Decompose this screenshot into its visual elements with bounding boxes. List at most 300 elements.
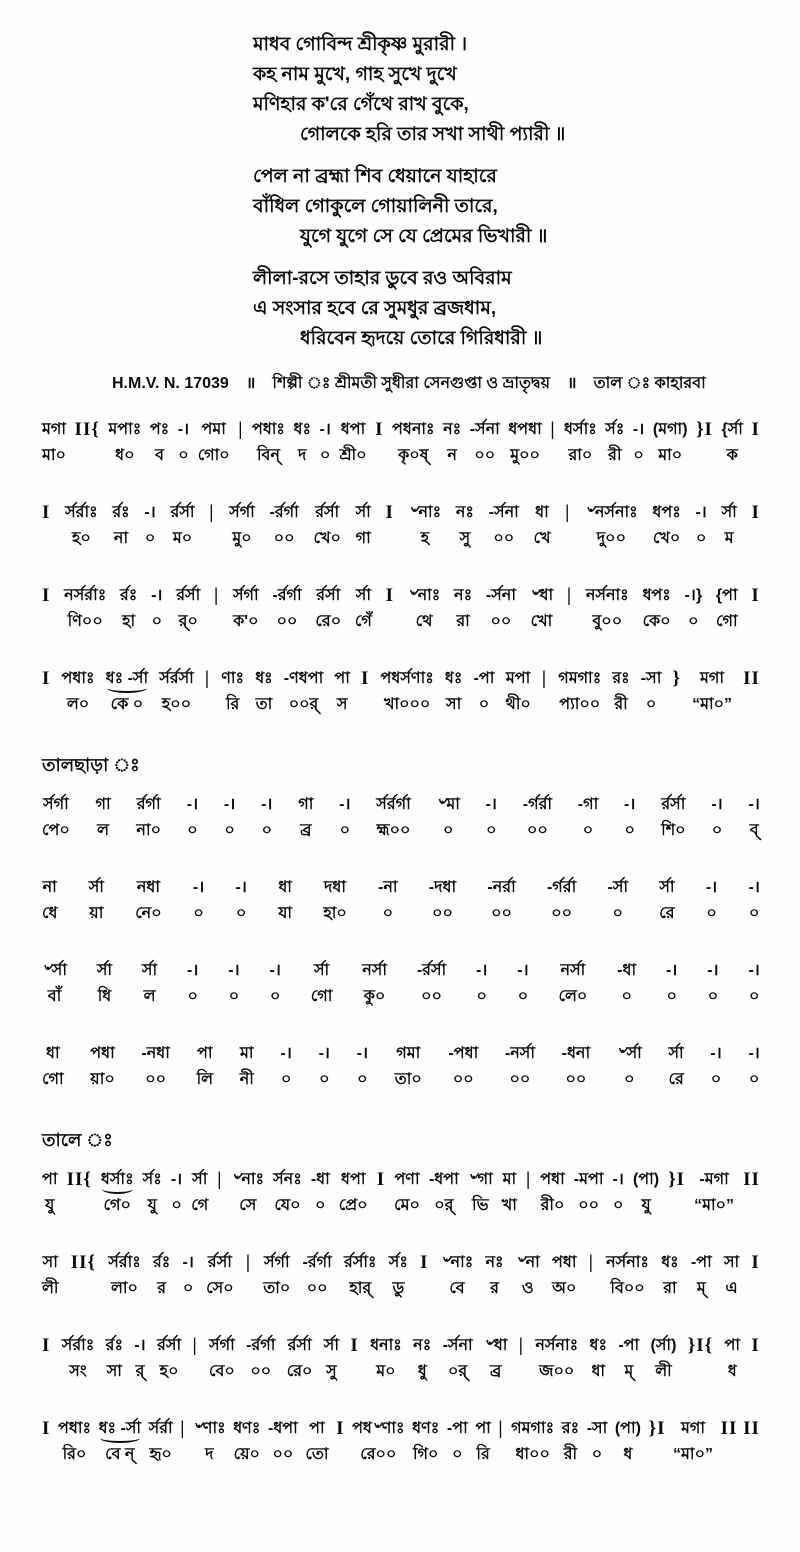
bar-glyph: I [361,668,370,689]
sargam-token: র্সা [721,504,737,521]
lyric-token: ০০ [452,1071,474,1088]
notation-cell [716,585,738,634]
notation-cell [587,1418,608,1467]
sargam-token: র্সা [355,587,371,604]
lyric-token: ম্ [696,1280,706,1297]
notation-cell [721,419,742,468]
notation-line [42,794,760,843]
lyric-token: ০০ [565,1071,587,1088]
notation-cell [392,419,435,468]
section-title: তালে ঃ [42,1130,113,1150]
lyric-token: লি [196,1071,214,1088]
notation-cell [613,1169,624,1218]
notation-cell [157,1335,181,1384]
notation-cell [612,668,629,717]
notation-cell [281,1043,292,1092]
sargam-token: র্রর্গা [136,796,161,813]
notation-cell [691,1252,712,1301]
sargam-token: র্রর্সা [316,587,341,604]
lyric-token: শ্রী০ [339,447,367,464]
lyric-token: না০ [136,822,161,839]
lyric-token: হ০ [159,1363,179,1380]
lyric-token: ০ [710,1071,722,1088]
notation-cell [171,1169,182,1218]
sargam-token: ধঃ -র্সা [106,668,148,690]
notation-cell [305,1418,328,1467]
notation-cell [42,1169,58,1218]
lyric-token: হ [420,530,430,547]
lyric-token: ০০ [250,1363,272,1380]
notation-cell [724,1335,740,1384]
sargam-token: ৺র্সা [616,1045,642,1062]
notation-cell [42,794,70,843]
lyric-token: ম০ [376,1363,396,1380]
sargam-token: পা [334,670,350,687]
notation-cell [233,585,259,634]
sargam-token: ধপা [340,421,366,438]
lyric-token: মু০০ [510,447,540,464]
sargam-token: র্রর্সা [157,1337,182,1354]
lyric-token: প্রে০ [338,1197,368,1214]
notation-cell [270,502,299,551]
sargam-token: -। [235,879,247,896]
bar-marker [752,502,760,551]
lyrics-stanza [253,264,800,354]
notation-cell [617,960,636,1009]
lyric-token: ধ [727,1363,737,1380]
lyric-token: কু০ [363,988,386,1005]
lyric-token: খো [530,613,553,630]
bar-glyph: | [192,1335,198,1356]
notation-cell [193,1418,226,1467]
bar-glyph: }I [648,1418,666,1439]
bar-glyph: | [245,1252,252,1273]
notation-line [42,585,760,634]
notation-cell [710,1043,721,1092]
notation-cell [187,794,198,843]
notation-cell [303,1252,332,1301]
notation-cell [641,668,662,717]
sargam-token: র্রঃ [112,504,130,521]
sargam-token: -। [269,962,281,979]
lyric-token: ০ [707,988,719,1005]
lyric-token: ধু [417,1363,427,1380]
lyric-token: ডু [392,1280,405,1297]
lyric-token: ০ [612,905,623,922]
notation-cell [159,668,194,717]
lyric-token: ০ [171,1197,182,1214]
notation-cell [144,502,155,551]
sargam-token: -নধা [141,1045,170,1062]
lyric-token: ব [155,447,164,464]
lyric-token: রে [659,905,675,922]
bar-glyph: }I [668,1169,686,1190]
lyric-token: লা০ [111,1280,138,1297]
bar-marker [751,1335,759,1384]
lyric-token: প্যা০০ [559,696,601,713]
sargam-token: (পা) [632,1171,660,1188]
notation-cell [517,960,528,1009]
notation-cell [96,794,111,843]
sargam-token: র্সঃ [605,421,625,438]
sargam-token: পণা [394,1171,420,1188]
lyric-line: ধরিবেন হৃদয়ে তোরে গিরিধারী ॥ [300,328,543,349]
sargam-token: -। [151,587,163,604]
sargam-token: -। [711,796,723,813]
lyric-line: লীলা-রসে তাহার ডুবে রও অবিরাম [253,268,512,289]
notation-cell [508,419,541,468]
notation-cell [183,1252,194,1301]
record-number: H.M.V. N. 17039 [112,375,229,392]
sargam-token: -সা [640,670,662,687]
notation-cell [505,1043,535,1092]
notation-cell [112,502,129,551]
lyric-token: ০ [478,696,490,713]
sargam-token: ধঃ [293,421,311,438]
lyric-token: রী০ [540,1197,565,1214]
lyric-token: বে ন্ [105,1446,135,1463]
lyric-token: রি০ [62,1446,87,1463]
lyric-token: ল০ [66,696,90,713]
lyric-token: ০ [624,1071,635,1088]
sargam-token: গা [298,796,314,813]
sargam-token: -র্রর্গা [302,1254,332,1271]
notation-cell [229,502,255,551]
notation-cell [489,502,519,551]
notation-cell [642,585,670,634]
bar-glyph: }I [696,419,713,440]
lyric-token: র্০ [178,613,198,630]
sargam-token: র্রঃ [105,1337,123,1354]
sargam-token: ধপা [340,1171,366,1188]
notation-cell [278,877,292,926]
lyric-token: ০ [517,988,529,1005]
lyric-token: বাঁ [47,988,62,1005]
sargam-token: গা [95,796,111,813]
sargam-token: ধর্সাঃ [564,421,597,438]
notation-cell [748,877,759,926]
notation-cell [134,1335,145,1384]
notation-cell [748,1043,759,1092]
notation-cell [706,877,717,926]
sargam-token: -। [177,421,190,438]
sargam-token: -র্রর্সা [416,962,447,979]
bar-glyph: | [204,668,211,689]
sargam-token: র্সর্রাঃ [108,1254,141,1271]
notation-cell [606,1252,649,1301]
lyric-token: ০ [228,988,240,1005]
sargam-token: ধপঃ [642,587,671,604]
notation-line [42,1252,760,1301]
lyric-token: হ০ [71,530,91,547]
lyric-token: লী [655,1363,672,1380]
lyric-token: রে০০ [360,1446,397,1463]
bar-glyph: | [565,502,571,523]
sargam-token: (মগা) [652,421,688,438]
double-danda-separator: ॥ [245,375,256,392]
lyric-line: কহ নাম মুখে, গাহ সুখে দুখে [253,64,457,85]
notation-cell [236,877,247,926]
bar-marker [721,1418,760,1467]
bar-marker [42,668,50,717]
sargam-token: ধা [46,1045,60,1062]
notation-line [42,960,760,1009]
notation-cell [562,1043,591,1092]
lyric-token: ০ [319,1071,330,1088]
notation-cell [454,585,472,634]
sargam-token: ণাঃ [221,670,245,687]
notation-cell [633,419,644,468]
lyric-token: ০ [706,905,717,922]
bar-glyph: II [743,1169,760,1190]
notation-cell [62,1335,95,1384]
sargam-token: ৺নর্সনাঃ [585,504,638,521]
notation-cell [252,419,285,468]
sargam-token: র্সা [313,962,330,979]
notation-cell [221,668,244,717]
lyric-token: ০ [183,1280,194,1297]
lyric-token: সা [106,1363,122,1380]
sargam-token: -। [339,796,351,813]
sargam-token: মগা [42,421,67,438]
sargam-token: -। [705,879,718,896]
sargam-token: -মগা [699,1171,729,1188]
notation-cell [607,877,628,926]
notation-cell [408,585,441,634]
lyric-token: ০০ [432,905,453,922]
bar-marker [205,668,210,717]
lyric-token: ০ [261,822,272,839]
lyric-token: ০ [187,988,198,1005]
bar-marker [217,1169,222,1218]
notation-cell [685,585,703,634]
notation-cell [578,794,598,843]
sargam-token: ধনাঃ [370,1337,402,1354]
notation-cell [443,419,461,468]
lyric-token: ০ [476,988,487,1005]
lyric-token: মু০ [232,530,252,547]
lyric-token: রী [563,1446,578,1463]
lyric-token: ০ [748,1071,760,1088]
notation-cell [187,960,198,1009]
notation-cell [97,960,112,1009]
notation-cell [476,960,487,1009]
notation-cell [197,1043,214,1092]
lyric-token: ০০ [578,1197,600,1214]
lyric-line: বাঁধিল গোকুলে গোয়ালিনী তারে, [253,196,498,217]
sargam-token: ৺মা [436,796,460,813]
bar-glyph: | [498,1418,504,1439]
lyric-token: সু [459,530,471,547]
bar-glyph: | [518,1335,524,1356]
sargam-token: -। [710,1045,722,1062]
lyric-token: ০ [666,988,677,1005]
bar-marker [192,1335,197,1384]
notation-cell [417,960,446,1009]
sargam-token: {পা [715,587,738,604]
notation-cell [246,1335,275,1384]
lyric-token: “মা০” [692,696,732,713]
notation-cell [429,1169,459,1218]
lyric-token: তা০ [263,1280,291,1297]
lyric-token: দ [298,447,307,464]
lyric-token: ০ [144,530,156,547]
notation-block [42,419,760,1467]
sargam-token: পমা [201,421,226,438]
sargam-token: -না [378,879,398,896]
notation-cell [456,502,474,551]
notation-cell [376,794,411,843]
sargam-token: পধা [552,1254,577,1271]
sargam-token: -র্রর্গা [246,1337,276,1354]
sargam-token: নর্সর্রাঃ [64,587,107,604]
bar-marker [180,1418,185,1467]
notation-cell [475,1418,491,1467]
notation-line [42,1418,760,1467]
sargam-token: -। [632,421,645,438]
sargam-token: পধনাঃ [392,421,435,438]
sargam-token: র্সা [88,879,104,896]
lyric-token: ধা০০ [515,1446,550,1463]
lyric-token: হা০ [323,905,347,922]
notation-cell [389,1252,408,1301]
lyric-token: সা [446,696,462,713]
bar-marker [743,1169,760,1218]
sargam-token: নঃ [413,1337,432,1354]
lyric-token: যু [147,1197,157,1214]
sargam-token: র্রর্সা [170,504,195,521]
notation-cell [206,1252,233,1301]
notation-cell [268,1418,298,1467]
notation-cell [64,585,106,634]
lyric-token: ০ [695,530,707,547]
lyric-token: ০০ [145,1071,167,1088]
lyric-token: ০ [582,822,594,839]
bar-glyph: II{ [70,1252,96,1273]
notation-cell [320,419,331,468]
notation-cell [62,668,95,717]
lyric-token: রি [476,1446,490,1463]
bar-glyph: I [751,1335,760,1356]
notation-cell [722,502,737,551]
notation-cell [617,1043,642,1092]
sargam-token: পধাঃ [57,1420,91,1437]
notation-cell [624,794,635,843]
sargam-token: নর্সনাঃ [585,587,629,604]
notation-cell [294,419,312,468]
lyric-line: মণিহার ক'রে গেঁথে রাখ বুকে, [253,94,469,115]
lyric-token: ০র্ [434,1197,454,1214]
lyric-token: ০ [281,1071,292,1088]
sargam-token: -পধা [448,1045,479,1062]
sargam-token: -ধপা [428,1171,459,1188]
lyric-token: ০০ [491,905,512,922]
sargam-token: র্সঃ [142,1171,162,1188]
notation-cell [447,1418,468,1467]
lyric-token: পে০ [42,822,70,839]
sargam-token: গমগাঃ [558,670,602,687]
notation-cell [311,1169,330,1218]
lyric-token: দু০০ [596,530,626,547]
notation-cell [486,794,497,843]
sargam-token: দধা [324,879,347,896]
notation-cell [559,960,588,1009]
sargam-token: র্রর্সা [287,1337,312,1354]
notation-cell [437,794,460,843]
notation-cell [287,1335,313,1384]
lyric-token: হা [122,613,136,630]
sargam-token: -র্সা [607,879,629,896]
sargam-token: ধপধা [508,421,542,438]
notation-cell [505,668,530,717]
lyric-token: ০ [452,1446,463,1463]
lyric-token: ধ [623,1446,633,1463]
bar-marker [751,419,759,468]
bar-marker [751,585,759,634]
notation-line [42,419,760,468]
lyric-token: ক [726,447,738,464]
bar-glyph: | [550,419,556,440]
bar-marker [519,1335,524,1384]
bar-glyph: I [385,585,395,606]
bar-glyph: I [751,502,760,523]
notation-cell [284,668,323,717]
bar-glyph: } [672,668,681,689]
notation-cell [240,1043,254,1092]
lyric-token: ০ [591,1446,603,1463]
notation-cell [618,1335,639,1384]
sargam-token: ৺নাঃ [440,1254,474,1271]
lyric-token: ০ [748,988,760,1005]
notation-cell [339,794,350,843]
lyric-token: গো [715,613,738,630]
sargam-token: র্রঃ [152,1254,171,1271]
sargam-token: -র্সনা [488,504,519,521]
notation-cell [552,1252,576,1301]
sargam-token: না [42,879,57,896]
sargam-token: র্সর্রর্সা [159,670,194,687]
notation-cell [135,877,161,926]
sargam-token: র্সা [668,1045,684,1062]
notation-cell [101,1169,134,1218]
bar-glyph: | [217,1169,223,1190]
notation-cell [590,1335,608,1384]
lyric-token: হ্ম০০ [376,822,411,839]
notation-cell [547,877,576,926]
lyric-token: ০০ [526,822,548,839]
sargam-token: -গা [577,796,599,813]
sargam-token: -র্রর্গা [269,504,299,521]
sargam-token: পধা [90,1045,115,1062]
sargam-token: ধঃ -র্সা [99,1418,141,1440]
bar-glyph: I [375,419,384,440]
lyric-token: ০ [621,988,632,1005]
notation-cell [653,419,688,468]
lyric-line: যুগে যুগে সে যে প্রেমের ভিখারী ॥ [300,226,548,247]
lyric-line: মাধব গোবিন্দ শ্রীকৃষ্ণ মুরারী । [253,34,468,55]
sargam-token: পঃ [149,421,170,438]
sargam-token: গমা [396,1045,421,1062]
sargam-token: র্সা [659,879,675,896]
lyric-token: ০০ [474,447,496,464]
sargam-token: র্সর্গা [263,1254,290,1271]
lyric-token: রা [663,1280,677,1297]
bar-marker [42,502,50,551]
bar-marker [526,1169,531,1218]
sargam-token: পা [475,1420,491,1437]
sargam-token: নর্সা [362,962,387,979]
sargam-token: -। [748,1045,760,1062]
